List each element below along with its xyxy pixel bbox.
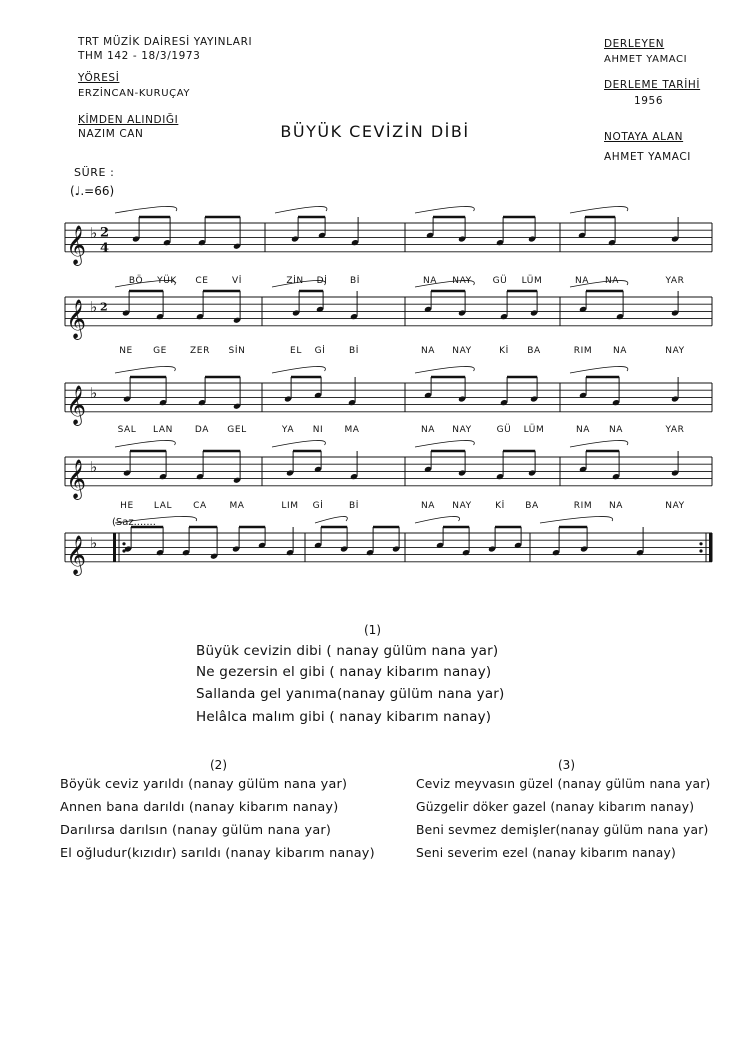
slur-mark — [315, 516, 347, 523]
collector-label: DERLEYEN — [604, 38, 665, 50]
lyric-syllable: Kİ — [495, 501, 505, 511]
treble-clef-icon: 𝄞 — [66, 298, 87, 339]
lyric-syllable: NAY — [452, 276, 472, 286]
flat-sign-icon: ♭ — [90, 297, 98, 316]
slur-mark — [570, 206, 628, 213]
verse-1-line-3: Sallanda gel yanıma(nanay gülüm nana yar) — [196, 686, 505, 702]
date-label: DERLEME TARİHİ — [604, 79, 701, 91]
slur-mark — [115, 440, 175, 447]
lyric-syllable: NA — [420, 346, 436, 356]
lyric-syllable: YÜK — [157, 276, 177, 286]
source-value: NAZIM CAN — [78, 128, 144, 140]
lyric-syllable: Bİ — [348, 501, 360, 511]
verse-2-line-1: Böyük ceviz yarıldı (nanay gülüm nana yar) — [60, 777, 348, 792]
treble-clef-icon: 𝄞 — [66, 224, 87, 265]
flat-sign-icon: ♭ — [90, 223, 98, 242]
verse-2-line-2: Annen bana darıldı (nanay kibarım nanay) — [60, 800, 339, 815]
lyric-syllable: LIM — [281, 501, 299, 511]
lyric-syllable: EL — [290, 346, 302, 356]
lyric-syllable: NA — [420, 501, 436, 511]
lyric-syllable: NA — [574, 276, 590, 286]
catalog-number: THM 142 - 18/3/1973 — [78, 50, 201, 62]
lyric-syllable: NAY — [452, 501, 472, 511]
verse-2-line-4: El oğludur(kızıdır) sarıldı (nanay kibarım nanay) — [60, 846, 375, 861]
lyric-syllable: CE — [195, 276, 209, 286]
treble-clef-icon: 𝄞 — [66, 384, 87, 425]
verse-2-line-3: Darılırsa darılsın (nanay gülüm nana yar) — [60, 823, 332, 838]
tempo-marking: (♩.=66) — [70, 184, 115, 198]
flat-sign-icon: ♭ — [90, 383, 98, 402]
notation-value: AHMET YAMACI — [604, 151, 691, 163]
verse-1-line-1: Büyük cevizin dibi ( nanay gülüm nana yar) — [196, 643, 499, 659]
slur-mark — [115, 206, 177, 213]
song-title: BÜYÜK CEVİZİN DİBİ — [280, 122, 470, 141]
notation-label: NOTAYA ALAN — [604, 131, 684, 143]
lyric-syllable: Bİ — [348, 346, 360, 356]
lyric-syllable: NA — [608, 501, 624, 511]
time-signature-numerator: 2 — [100, 225, 110, 241]
lyric-syllable: NA — [604, 276, 620, 286]
lyric-syllable: DA — [194, 425, 210, 435]
lyric-syllable: YA — [281, 425, 295, 435]
lyric-syllable: GÜ — [492, 276, 508, 286]
repeat-dot — [699, 542, 702, 545]
lyric-syllable: LÜM — [523, 425, 545, 435]
verse-3-number: (3) — [558, 758, 575, 772]
lyric-syllable: YAR — [665, 425, 685, 435]
lyric-syllable: LÜM — [521, 276, 543, 286]
lyric-syllable: Vİ — [231, 276, 243, 286]
repeat-dot — [699, 549, 702, 552]
lyric-syllable: GÜ — [496, 425, 512, 435]
lyric-syllable: LAL — [153, 501, 173, 511]
lyric-syllable: YAR — [665, 276, 685, 286]
lyric-syllable: BA — [527, 346, 541, 356]
repeat-end-bar — [709, 533, 712, 562]
slur-mark — [540, 516, 613, 523]
slur-mark — [415, 366, 474, 373]
lyric-syllable: GE — [153, 346, 167, 356]
duration-label: SÜRE : — [74, 166, 115, 179]
collector-value: AHMET YAMACI — [604, 54, 688, 65]
lyric-syllable: CA — [193, 501, 207, 511]
verse-2-number: (2) — [210, 758, 227, 772]
lyric-syllable: NA — [575, 425, 591, 435]
lyric-syllable: SİN — [228, 346, 246, 356]
slur-mark — [570, 366, 628, 373]
slur-mark — [415, 440, 474, 447]
verse-1-number: (1) — [364, 623, 381, 637]
treble-clef-icon: 𝄞 — [66, 534, 87, 575]
verse-3-line-1: Ceviz meyvasın güzel (nanay gülüm nana yar) — [416, 777, 711, 791]
lyric-syllable: Gİ — [314, 346, 326, 356]
lyric-syllable: ZER — [190, 346, 210, 356]
lyric-syllable: NAY — [452, 425, 472, 435]
lyric-syllable: NI — [312, 425, 324, 435]
lyric-syllable: NA — [612, 346, 628, 356]
repeat-start-bar — [113, 533, 116, 562]
slur-mark — [415, 206, 474, 213]
lyric-syllable: GEL — [227, 425, 247, 435]
slur-mark — [275, 206, 327, 213]
verse-3-line-3: Beni sevmez demişler(nanay gülüm nana yar) — [416, 823, 709, 837]
lyric-syllable: NE — [119, 346, 133, 356]
flat-sign-icon: ♭ — [90, 457, 98, 476]
lyric-syllable: NAY — [665, 501, 685, 511]
lyric-syllable: Gİ — [312, 501, 324, 511]
verse-1-line-2: Ne gezersin el gibi ( nanay kibarım nanay) — [196, 664, 492, 680]
region-value: ERZİNCAN-KURUÇAY — [78, 88, 191, 99]
lyric-syllable: MA — [344, 425, 360, 435]
lyric-syllable: Dİ — [316, 276, 328, 286]
flat-sign-icon: ♭ — [90, 533, 98, 552]
slur-mark — [272, 366, 325, 373]
date-value: 1956 — [634, 95, 664, 107]
lyric-syllable: HE — [120, 501, 134, 511]
slur-mark — [415, 516, 460, 523]
lyric-syllable: BA — [525, 501, 539, 511]
time-signature-numerator: 2 — [100, 300, 108, 314]
lyric-syllable: RIM — [573, 501, 593, 511]
lyric-syllable: Bİ — [349, 276, 361, 286]
lyric-syllable: NAY — [452, 346, 472, 356]
lyric-syllable: NA — [422, 276, 438, 286]
lyric-syllable: NAY — [665, 346, 685, 356]
time-signature-denominator: 4 — [100, 240, 110, 256]
region-label: YÖRESİ — [78, 72, 120, 84]
lyric-syllable: MA — [229, 501, 245, 511]
slur-mark — [570, 440, 628, 447]
verse-1-line-4: Helâlca malım gibi ( nanay kibarım nanay) — [196, 709, 492, 725]
treble-clef-icon: 𝄞 — [66, 458, 87, 499]
lyric-syllable: ZİN — [286, 276, 304, 286]
lyric-syllable: BÖ — [128, 276, 144, 286]
saz-label: (Saz....... — [112, 517, 156, 528]
repeat-dot — [122, 542, 125, 545]
verse-3-line-4: Seni severim ezel (nanay kibarım nanay) — [416, 846, 676, 860]
slur-mark — [272, 440, 325, 447]
verse-3-line-2: Güzgelir döker gazel (nanay kibarım nanay) — [416, 800, 695, 814]
lyric-syllable: NA — [420, 425, 436, 435]
lyric-syllable: RIM — [573, 346, 593, 356]
lyric-syllable: Kİ — [499, 346, 509, 356]
lyric-syllable: LAN — [153, 425, 173, 435]
lyric-syllable: NA — [608, 425, 624, 435]
source-label: KİMDEN ALINDIĞI — [78, 114, 179, 126]
lyric-syllable: SAL — [117, 425, 137, 435]
publisher: TRT MÜZİK DAİRESİ YAYINLARI — [78, 36, 253, 48]
slur-mark — [115, 366, 175, 373]
